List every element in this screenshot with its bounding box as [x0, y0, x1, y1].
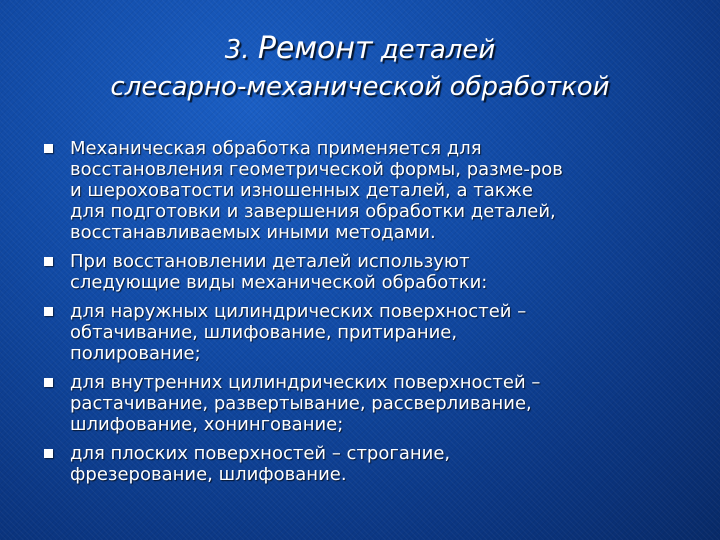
- bullet-line: шлифование, хонингование;: [70, 414, 344, 435]
- title-suffix: деталей: [372, 35, 496, 65]
- bullet-line: для подготовки и завершения обработки деталей,: [70, 201, 556, 222]
- bullet-line: полирование;: [70, 343, 201, 364]
- bullet-line: восстанавливаемых иными методами.: [70, 222, 436, 243]
- bullet-line: растачивание, развертывание, рассверливание,: [70, 393, 532, 414]
- bullet-line: для плоских поверхностей – строгание,: [70, 443, 451, 464]
- square-bullet-icon: [44, 378, 53, 387]
- bullet-line: восстановления геометрической формы, разме-ров: [70, 159, 563, 180]
- square-bullet-icon: [44, 307, 53, 316]
- title-keyword: Ремонт: [257, 31, 373, 66]
- bullet-line: При восстановлении деталей используют: [70, 251, 470, 272]
- square-bullet-icon: [44, 257, 53, 266]
- bullet-item: [44, 372, 704, 435]
- square-bullet-icon: [44, 449, 53, 458]
- slide-title: [20, 30, 700, 106]
- bullet-item: [44, 138, 704, 243]
- bullet-line: следующие виды механической обработки:: [70, 272, 488, 293]
- title-number: 3.: [224, 35, 258, 65]
- title-line-2: слесарно-механической обработкой: [110, 72, 610, 102]
- bullet-list: [44, 138, 704, 493]
- bullet-line: фрезерование, шлифование.: [70, 464, 347, 485]
- bullet-line: обтачивание, шлифование, притирание,: [70, 322, 458, 343]
- bullet-line: и шероховатости изношенных деталей, а также: [70, 180, 533, 201]
- bullet-item: [44, 251, 704, 293]
- title-line-1: [20, 30, 700, 69]
- bullet-item: [44, 301, 704, 364]
- square-bullet-icon: [44, 144, 53, 153]
- bullet-line: для внутренних цилиндрических поверхностей –: [70, 372, 541, 393]
- bullet-line: для наружных цилиндрических поверхностей –: [70, 301, 527, 322]
- bullet-line: Механическая обработка применяется для: [70, 138, 482, 159]
- bullet-item: [44, 443, 704, 485]
